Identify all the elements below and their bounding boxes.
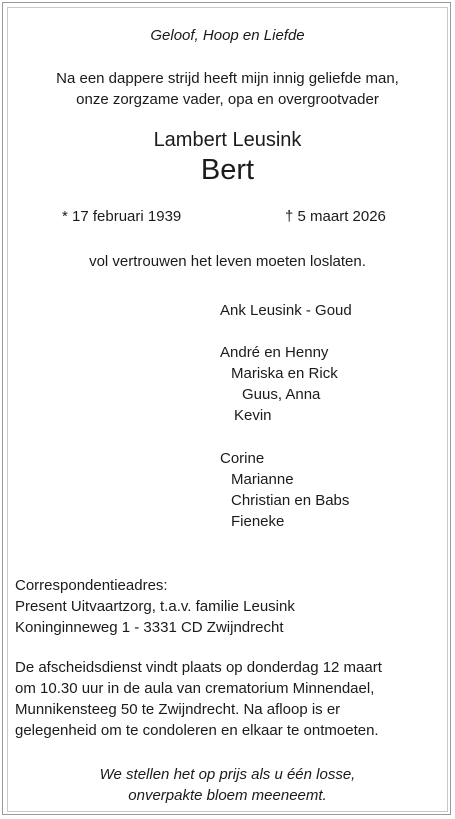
service-line: De afscheidsdienst vindt plaats op donderdag 12 maart: [15, 659, 382, 676]
family-member: Marianne: [231, 471, 294, 488]
service-line: gelegenheid om te condoleren en elkaar te ontmoeten.: [15, 722, 379, 739]
family-member: Corine: [220, 450, 265, 467]
flower-request-line: onverpakte bloem meeneemt.: [128, 787, 327, 804]
death-date: † 5 maart 2026: [285, 208, 386, 225]
family-member: André en Henny: [220, 344, 329, 361]
service-line: om 10.30 uur in de aula van crematorium Minnendael,: [15, 680, 375, 697]
family-member: Mariska en Rick: [231, 365, 338, 382]
spouse-name: Ank Leusink - Goud: [220, 302, 352, 319]
intro-line-2: onze zorgzame vader, opa en overgrootvader: [76, 91, 379, 108]
deceased-nickname: Bert: [200, 154, 255, 186]
correspondence-line: Koninginneweg 1 - 3331 CD Zwijndrecht: [15, 619, 284, 636]
correspondence-heading: Correspondentieadres:: [15, 577, 168, 594]
closing-line: vol vertrouwen het leven moeten loslaten.: [89, 253, 366, 270]
birth-date: * 17 februari 1939: [62, 208, 182, 225]
family-member: Christian en Babs: [231, 492, 350, 509]
correspondence-line: Present Uitvaartzorg, t.a.v. familie Leusink: [15, 598, 295, 615]
family-member: Guus, Anna: [242, 386, 321, 403]
intro-line-1: Na een dappere strijd heeft mijn innig geliefde man,: [56, 70, 399, 87]
flower-request-line: We stellen het op prijs als u één losse,: [99, 766, 356, 783]
service-line: Munnikensteeg 50 te Zwijndrecht. Na afloop is er: [15, 701, 341, 718]
family-member: Fieneke: [231, 513, 285, 530]
family-member: Kevin: [234, 407, 272, 424]
deceased-full-name: Lambert Leusink: [153, 129, 302, 151]
motto: Geloof, Hoop en Liefde: [150, 27, 305, 44]
